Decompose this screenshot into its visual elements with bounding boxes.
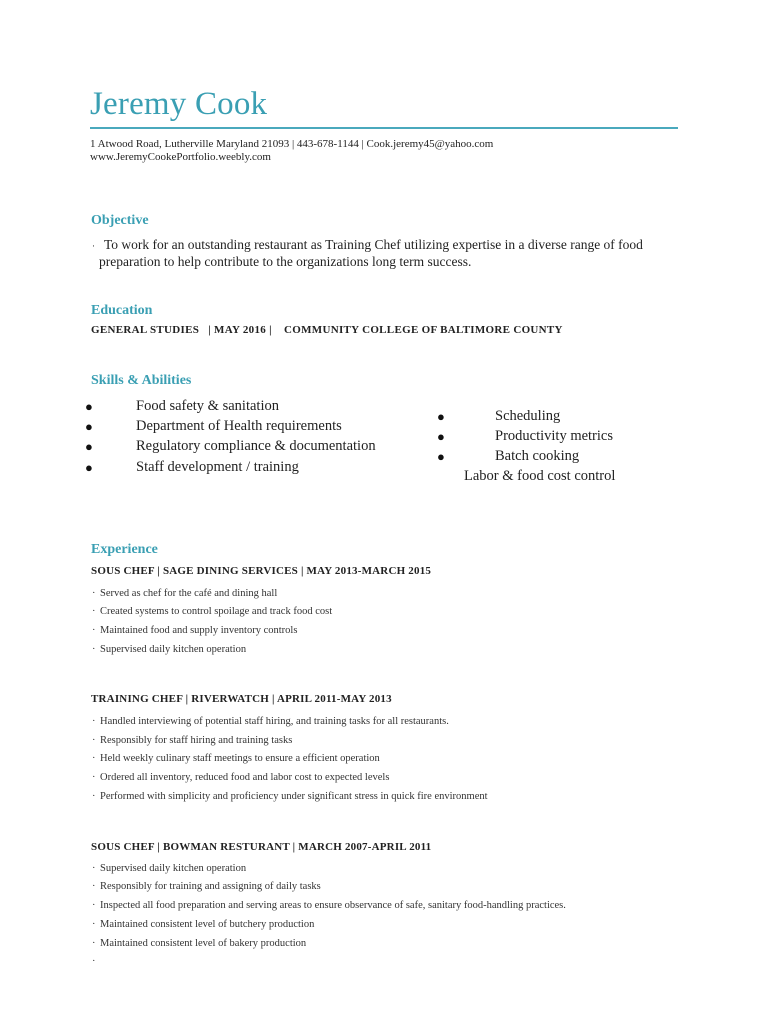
job-item: · Maintained consistent level of butchery production <box>92 919 315 930</box>
bullet-dot: ● <box>437 409 445 424</box>
bullet-dot: ● <box>437 449 445 464</box>
bullet-dot: · <box>92 716 96 727</box>
candidate-name: Jeremy Cook <box>90 86 268 122</box>
job-item: · Held weekly culinary staff meetings to ensure a efficient operation <box>92 753 380 764</box>
bullet-dot: · <box>92 956 96 967</box>
bullet-dot: · <box>92 606 96 617</box>
job-item: · Responsibly for training and assigning of daily tasks <box>92 881 321 892</box>
job-item: · Handled interviewing of potential staff hiring, and training tasks for all restaurants. <box>92 716 449 727</box>
job-item: · Supervised daily kitchen operation <box>92 863 247 874</box>
contact-line-address: 1 Atwood Road, Lutherville Maryland 21093 | 443-678-1144 | Cook.jeremy45@yahoo.com <box>90 138 494 150</box>
contact-info <box>90 138 493 164</box>
bullet-dot: · <box>92 772 96 783</box>
job-item: · Created systems to control spoilage and track food cost <box>92 606 333 617</box>
bullet-dot: · <box>92 881 96 892</box>
job-title: SOUS CHEF | BOWMAN RESTURANT | MARCH 2007-APRIL 2011 <box>91 841 432 853</box>
bullet-dot: · <box>92 938 96 949</box>
job-item: · Ordered all inventory, reduced food and labor cost to expected levels <box>92 772 390 783</box>
skill-item: Regulatory compliance & documentation <box>136 438 376 454</box>
bullet-dot: ● <box>85 419 93 434</box>
objective-line-2: preparation to help contribute to the organizations long term success. <box>99 254 472 269</box>
job-item: · Performed with simplicity and proficiency under significant stress in quick fire environment <box>92 791 488 802</box>
bullet-dot: · <box>92 791 96 802</box>
skill-item: Department of Health requirements <box>136 418 342 434</box>
job-title: SOUS CHEF | SAGE DINING SERVICES | MAY 2013-MARCH 2015 <box>91 565 432 577</box>
skill-item: Productivity metrics <box>495 428 613 444</box>
bullet-dot: · <box>92 863 96 874</box>
bullet-dot: · <box>92 900 96 911</box>
bullet-dot: · <box>92 588 96 599</box>
header-divider <box>90 127 678 129</box>
bullet-dot: · <box>92 241 95 251</box>
job-item: · Inspected all food preparation and serving areas to ensure observance of safe, sanitary food-handling practices. <box>92 900 566 911</box>
skill-item: Food safety & sanitation <box>136 398 279 414</box>
job-item: · Maintained consistent level of bakery production <box>92 938 307 949</box>
skill-item: Batch cooking <box>495 448 580 464</box>
bullet-dot: · <box>92 644 96 655</box>
skills-title: Skills & Abilities <box>91 373 192 388</box>
skill-item: Labor & food cost control <box>464 468 616 484</box>
contact-line-website: www.JeremyCookePortfolio.weebly.com <box>90 151 271 163</box>
bullet-dot: ● <box>85 399 93 414</box>
job-item: · Responsibly for staff hiring and training tasks <box>92 735 293 746</box>
bullet-dot: ● <box>437 429 445 444</box>
education-entry: GENERAL STUDIES | MAY 2016 | COMMUNITY COLLEGE OF BALTIMORE COUNTY <box>91 324 563 336</box>
job-title: TRAINING CHEF | RIVERWATCH | APRIL 2011-MAY 2013 <box>91 693 392 705</box>
job-item: · Supervised daily kitchen operation <box>92 644 247 655</box>
experience-title: Experience <box>91 542 158 557</box>
objective-line-1: · To work for an outstanding restaurant as Training Chef utilizing expertise in a diverse range of food <box>92 237 643 252</box>
bullet-dot: · <box>92 753 96 764</box>
skill-item: Scheduling <box>495 408 561 424</box>
bullet-dot: · <box>92 735 96 746</box>
job-item: · Maintained food and supply inventory controls <box>92 625 298 636</box>
job-item: · Served as chef for the café and dining hall <box>92 588 278 599</box>
bullet-dot: ● <box>85 439 93 454</box>
bullet-dot: · <box>92 919 96 930</box>
skill-item: Staff development / training <box>136 459 299 475</box>
bullet-dot: · <box>92 625 96 636</box>
bullet-dot: ● <box>85 460 93 475</box>
education-title: Education <box>91 303 153 318</box>
objective-title: Objective <box>91 213 149 228</box>
